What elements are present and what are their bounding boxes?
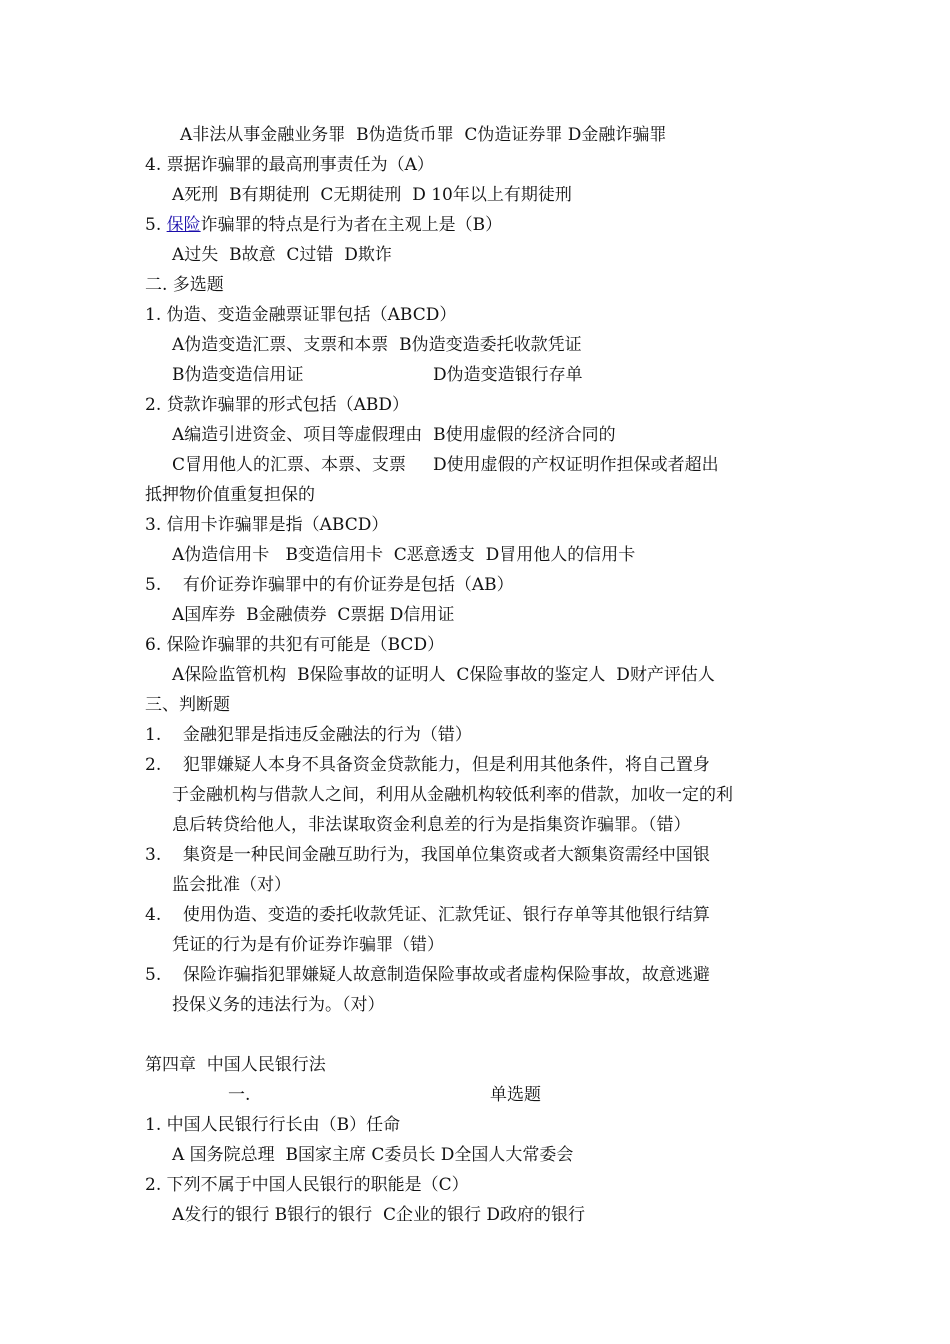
question-5 bbox=[145, 213, 502, 237]
mc-q1-options-d: D伪造变造银行存单 bbox=[433, 365, 583, 385]
mc-question-1: 1. 伪造、变造金融票证罪包括（ABCD） bbox=[145, 305, 457, 325]
question-5-number: 5. bbox=[145, 215, 167, 235]
mc-q1-options-a: A伪造变造汇票、支票和本票 B伪造变造委托收款凭证 bbox=[172, 335, 582, 355]
tf-question-3: 3. 集资是一种民间金融互助行为，我国单位集资或者大额集资需经中国银 bbox=[145, 845, 710, 865]
section-true-false: 三、判断题 bbox=[145, 695, 230, 715]
mc-q5-options: A国库券 B金融债券 C票据 D信用证 bbox=[172, 605, 455, 625]
q3-options: A非法从事金融业务罪 B伪造货币罪 C伪造证券罪 D金融诈骗罪 bbox=[180, 125, 667, 145]
ch4-question-1: 1. 中国人民银行行长由（B）任命 bbox=[145, 1115, 401, 1135]
chapter-4-title: 第四章 中国人民银行法 bbox=[145, 1055, 326, 1075]
tf-question-5-cont: 投保义务的违法行为。（对） bbox=[172, 995, 385, 1015]
tf-question-2: 2. 犯罪嫌疑人本身不具备资金贷款能力，但是利用其他条件，将自己置身 bbox=[145, 755, 710, 775]
mc-q2-options-a: A编造引进资金、项目等虚假理由 B使用虚假的经济合同的 bbox=[172, 425, 616, 445]
mc-question-3: 3. 信用卡诈骗罪是指（ABCD） bbox=[145, 515, 389, 535]
mc-question-2: 2. 贷款诈骗罪的形式包括（ABD） bbox=[145, 395, 410, 415]
section-multiple-choice: 二. 多选题 bbox=[145, 275, 224, 295]
tf-question-4-cont: 凭证的行为是有价证券诈骗罪（错） bbox=[172, 935, 444, 955]
mc-question-6: 6. 保险诈骗罪的共犯有可能是（BCD） bbox=[145, 635, 445, 655]
insurance-link[interactable]: 保险 bbox=[166, 215, 201, 235]
mc-q2-options-c: C冒用他人的汇票、本票、支票 D使用虚假的产权证明作担保或者超出 bbox=[172, 455, 719, 475]
q5-options: A过失 B故意 C过错 D欺诈 bbox=[172, 245, 392, 265]
mc-q6-options: A保险监管机构 B保险事故的证明人 C保险事故的鉴定人 D财产评估人 bbox=[172, 665, 715, 685]
tf-question-4: 4. 使用伪造、变造的委托收款凭证、汇款凭证、银行存单等其他银行结算 bbox=[145, 905, 710, 925]
tf-question-1: 1. 金融犯罪是指违反金融法的行为（错） bbox=[145, 725, 472, 745]
tf-question-5: 5. 保险诈骗指犯罪嫌疑人故意制造保险事故或者虚构保险事故，故意逃避 bbox=[145, 965, 710, 985]
tf-question-2-cont2: 息后转贷给他人，非法谋取资金利息差的行为是指集资诈骗罪。（错） bbox=[172, 815, 691, 835]
tf-question-3-cont: 监会批准（对） bbox=[172, 875, 291, 895]
tf-question-2-cont1: 于金融机构与借款人之间，利用从金融机构较低利率的借款，加收一定的利 bbox=[172, 785, 733, 805]
ch4-q2-options: A发行的银行 B银行的银行 C企业的银行 D政府的银行 bbox=[172, 1205, 586, 1225]
mc-q2-options-cont: 抵押物价值重复担保的 bbox=[145, 485, 315, 505]
mc-q1-options-b: B伪造变造信用证 bbox=[172, 365, 304, 385]
question-4: 4. 票据诈骗罪的最高刑事责任为（A） bbox=[145, 155, 434, 175]
q4-options: A死刑 B有期徒刑 C无期徒刑 D 10年以上有期徒刑 bbox=[172, 185, 572, 205]
ch4-q1-options: A 国务院总理 B国家主席 C委员长 D全国人大常委会 bbox=[172, 1145, 574, 1165]
ch4-question-2: 2. 下列不属于中国人民银行的职能是（C） bbox=[145, 1175, 469, 1195]
mc-question-5: 5. 有价证券诈骗罪中的有价证券是包括（AB） bbox=[145, 575, 514, 595]
question-5-text: 诈骗罪的特点是行为者在主观上是（B） bbox=[200, 215, 503, 235]
ch4-section-single-choice: 单选题 bbox=[490, 1085, 541, 1105]
mc-q3-options: A伪造信用卡 B变造信用卡 C恶意透支 D冒用他人的信用卡 bbox=[172, 545, 636, 565]
ch4-section-number: 一. bbox=[228, 1085, 251, 1105]
